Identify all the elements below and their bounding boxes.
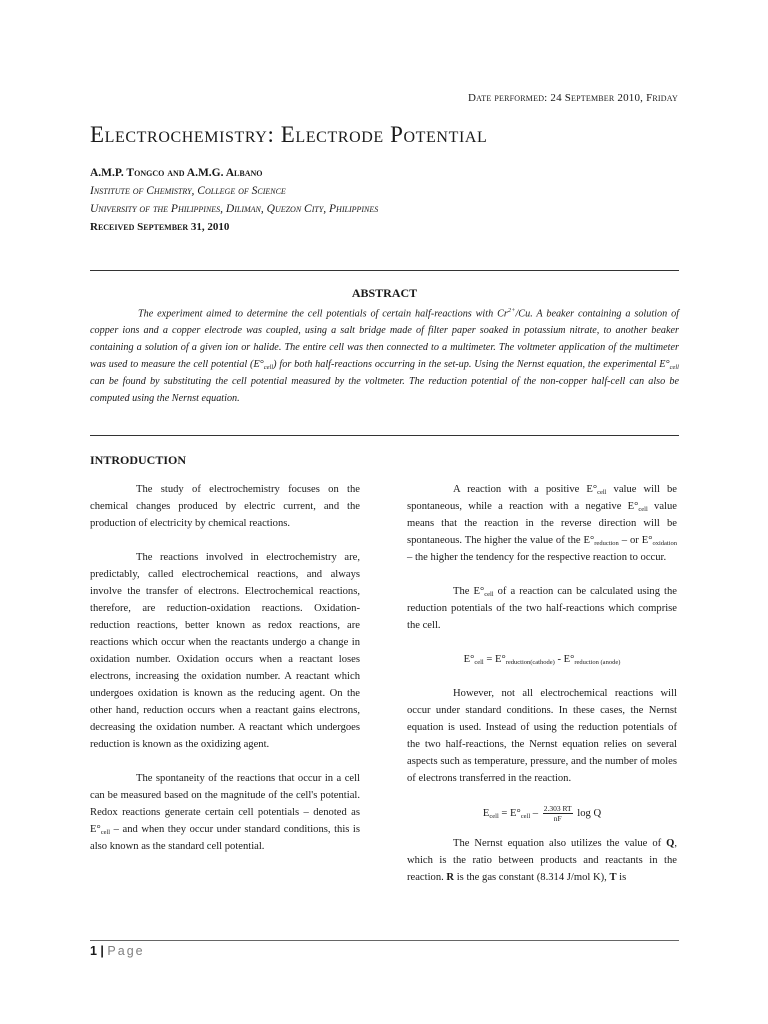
abstract-heading: ABSTRACT — [351, 286, 418, 300]
fraction-denominator: nF — [553, 814, 562, 823]
eq2-d: log Q — [574, 807, 602, 819]
abstract-top-rule — [90, 270, 679, 271]
page-footer — [90, 944, 145, 958]
eq2-b: = E° — [498, 807, 521, 819]
r2-sub: cell — [484, 591, 494, 598]
abstract-text — [90, 302, 679, 407]
r1-sub2: cell — [638, 506, 648, 513]
r1-sub3: reduction — [594, 540, 619, 547]
r4-d: is — [616, 872, 627, 883]
r2-a: The E° — [453, 586, 485, 597]
eq2-a: E — [482, 807, 490, 819]
eq2-sub2: cell — [520, 812, 531, 820]
intro-paragraph-6: However, not all electrochemical reactions will occur under standard conditions. In these cases, the Nernst equation is used. Instead of using the reduction potentials of the two half-reactions, the Nernst equation relies on several aspects such as temperature, pressure, and the number of moles of electrons transferred in the reaction. — [407, 688, 677, 784]
eq1-a: E° — [463, 654, 475, 665]
fraction-numerator: 2.303 RT — [543, 804, 572, 813]
affiliation-university: University of the Philippines, Diliman, Quezon City, Philippines — [90, 203, 379, 215]
r4-r: R — [446, 872, 455, 883]
paper-title: Electrochemistry: Electrode Potential — [90, 122, 488, 147]
intro-paragraph-1: The study of electrochemistry focuses on the chemical changes produced by electric current, and the production of electricity by chemical reactions. — [90, 484, 360, 529]
abstract-sub-cell-1: cell — [263, 364, 274, 372]
intro-paragraph-4 — [407, 481, 677, 566]
r1-a: A reaction with a positive E° — [453, 484, 598, 495]
page-separator: | — [96, 944, 108, 958]
eq1-b: = E° — [483, 654, 506, 665]
abstract-sub-cell-2: cell — [669, 364, 679, 372]
intro-paragraph-3 — [90, 770, 360, 855]
r2-b: of a reaction can be calculated using the reduction potentials of the two half-reactions which comprise the cell. — [407, 586, 677, 631]
eq1-sub3: reduction (anode) — [574, 659, 621, 666]
received-date: Received September 31, 2010 — [90, 221, 230, 233]
r4-a: The Nernst equation also utilizes the value of — [453, 838, 667, 849]
r1-sub1: cell — [597, 489, 607, 496]
left-column — [90, 481, 360, 872]
date-performed: Date performed: 24 September 2010, Friday — [468, 92, 678, 104]
affiliation-institute: Institute of Chemistry, College of Science — [90, 185, 286, 197]
abstract-text-1: The experiment aimed to determine the cell potentials of certain half-reactions with Cr — [138, 308, 508, 320]
r1-b: value will be spontaneous, while a reaction with a negative E° — [407, 484, 677, 512]
eq1-c: - E° — [554, 654, 575, 665]
r4-q: Q — [666, 838, 675, 849]
eq1-sub2: reduction(cathode) — [505, 659, 555, 666]
r1-sub4: oxidation — [652, 540, 678, 547]
abstract-text-3: ) for both half-reactions occurring in the set-up. Using the Nernst equation, the experimental E° — [273, 359, 670, 371]
intro-paragraph-7 — [407, 835, 677, 886]
authors: A.M.P. Tongco and A.M.G. Albano — [90, 167, 263, 179]
page-number: 1 — [90, 944, 97, 958]
r4-b: , which is the ratio between products and reactants in the reaction. — [407, 838, 677, 883]
equation-cell-potential — [407, 651, 677, 668]
abstract-bottom-rule — [90, 435, 679, 436]
p3-text-a: The spontaneity of the reactions that occur in a cell can be measured based on the magnitude of the cell's potential. Redox reactions generate certain cell potentials – denoted as E° — [90, 773, 360, 835]
r4-t: T — [609, 872, 617, 883]
footer-rule — [90, 940, 679, 941]
r1-c: value means that the reaction in the reverse direction will be spontaneous. The higher the value of the E° — [407, 501, 677, 546]
p3-sub: cell — [100, 829, 111, 836]
eq2-sub1: cell — [489, 812, 499, 820]
equation-nernst — [407, 804, 677, 823]
eq1-sub1: cell — [474, 659, 484, 666]
p3-text-b: – and when they occur under standard conditions, this is also known as the standard cell potential. — [90, 824, 360, 852]
r1-d: – or E° — [618, 535, 653, 546]
r1-e: – the higher the tendency for the respective reaction to occur. — [407, 552, 667, 563]
abstract-superscript: 2+ — [507, 307, 516, 314]
abstract-text-2: /Cu. A beaker containing a solution of copper ions and a copper electrode was coupled, using a salt bridge made of filter paper soaked in potassium nitrate, to another beaker containing a solution of a given ion or halide. The entire cell was then connected to a multimeter. The voltmeter application of the multimeter was used to measure the cell potential (E° — [90, 308, 679, 371]
intro-paragraph-2: The reactions involved in electrochemistry are, predictably, called electrochemical reactions, and always involve the transfer of electrons. Electrochemical reactions, therefore, are reduction-oxidation reactions. Oxidation-reduction reactions, better known as redox reactions, are reactions which occur when the reactants undergo a change in oxidation number. Oxidation occurs when a reactant loses electrons, increasing the oxidation number. A reactant which undergoes oxidation is known as the reducing agent. On the other hand, reduction occurs when a reactant gains electrons, decreasing the oxidation number. A reactant which undergoes reduction is known as the oxidizing agent. — [90, 552, 360, 750]
abstract-text-4: can be found by substituting the cell potential measured by the voltmeter. The reduction potential of the non-copper half-cell can also be computed using the Nernst equation. — [90, 376, 679, 405]
page-label: Page — [107, 944, 145, 958]
right-column — [407, 481, 677, 903]
nernst-fraction — [543, 804, 573, 823]
r4-c: is the gas constant (8.314 J/mol K), — [454, 872, 610, 883]
intro-paragraph-5 — [407, 583, 677, 634]
introduction-heading: INTRODUCTION — [90, 453, 187, 467]
eq2-c: – — [530, 807, 541, 819]
